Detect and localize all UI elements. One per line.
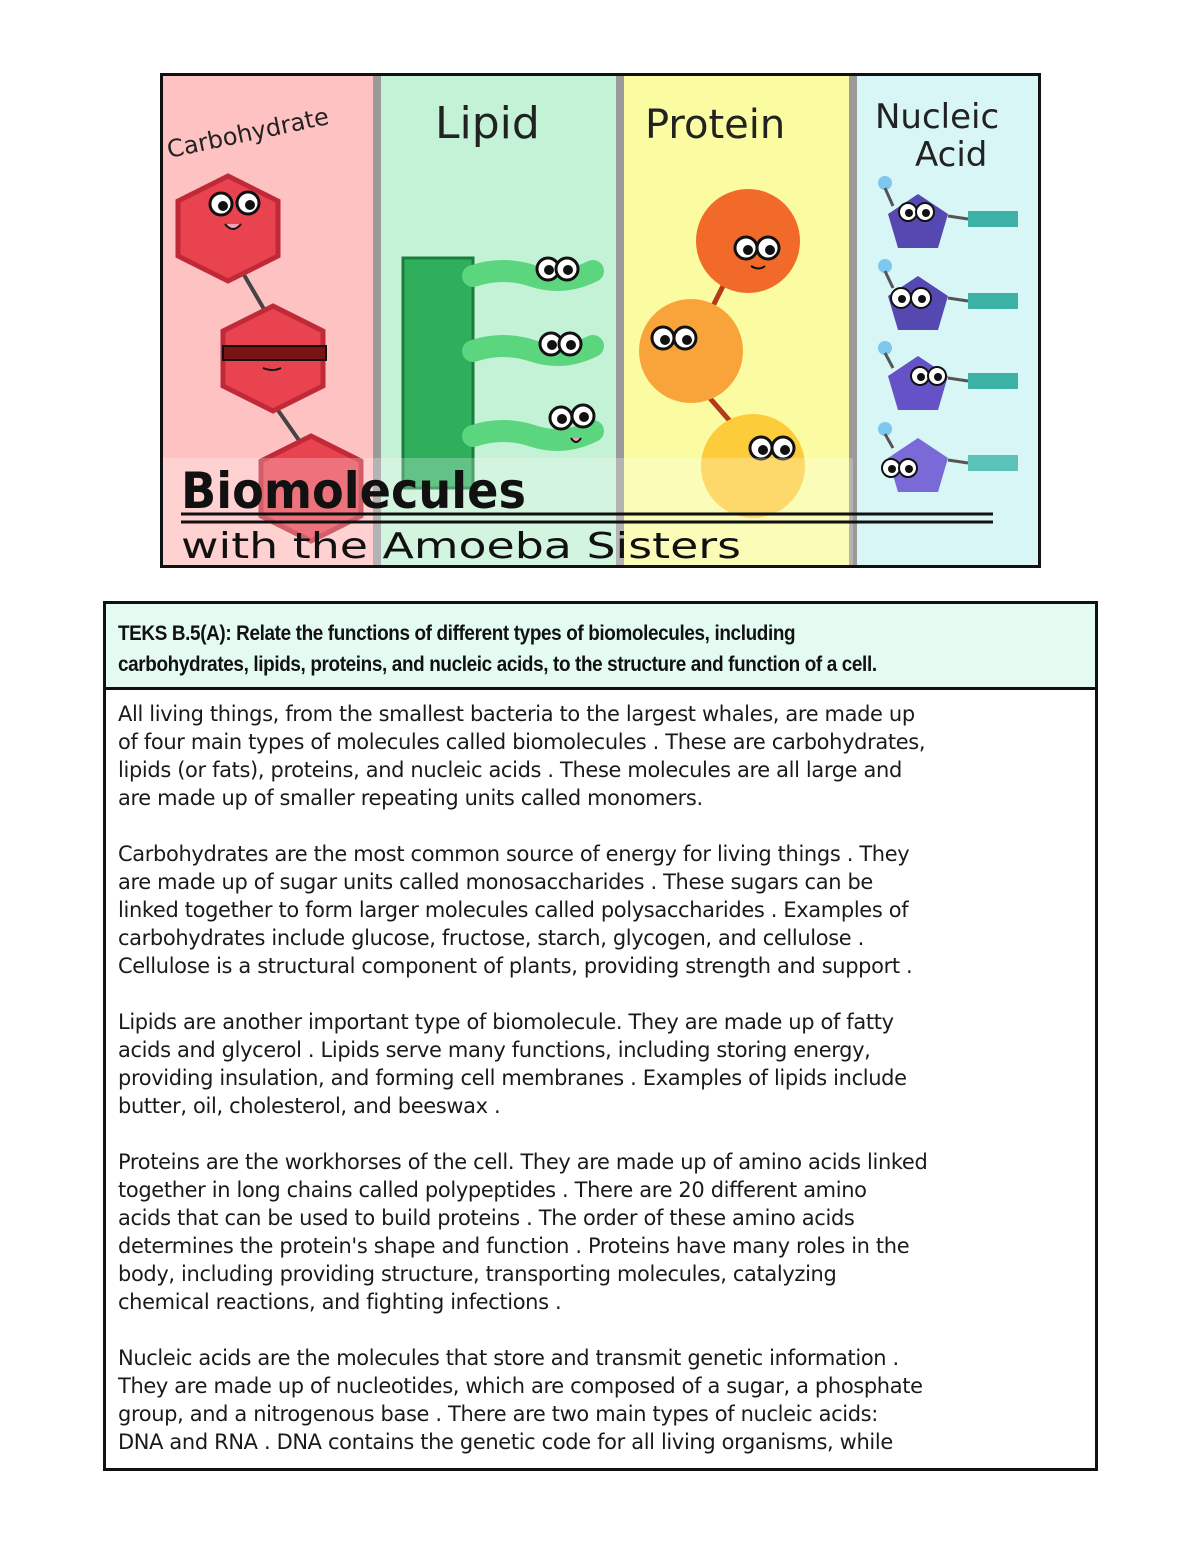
paragraph-lipids <box>118 1008 1085 1120</box>
paragraph-intro <box>118 700 1085 812</box>
banner-subtitle: with the Amoeba Sisters <box>181 526 741 565</box>
teks-header-line-1: TEKS B.5(A): Relate the functions of different types of biomolecules, including <box>118 622 796 645</box>
banner-illustration <box>163 76 1038 565</box>
text-line: body, including providing structure, transporting molecules, catalyzing <box>118 1262 837 1286</box>
text-line: of four main types of molecules called biomolecules . These are carbohydrates, <box>118 730 926 754</box>
text-line: are made up of smaller repeating units called monomers. <box>118 786 703 810</box>
text-line: They are made up of nucleotides, which are composed of a sugar, a phosphate <box>118 1374 923 1398</box>
text-line: Nucleic acids are the molecules that store and transmit genetic information . <box>118 1346 899 1370</box>
paragraph-proteins <box>118 1148 1085 1316</box>
paragraph-carbohydrates <box>118 840 1085 980</box>
text-line: Carbohydrates are the most common source of energy for living things . They <box>118 842 910 866</box>
text-line: chemical reactions, and fighting infections . <box>118 1290 562 1314</box>
teks-standard-header <box>106 604 1095 690</box>
reading-passage <box>106 690 1095 1456</box>
nucleic-label: Nucleic <box>875 97 1000 137</box>
text-line: carbohydrates include glucose, fructose, starch, glycogen, and cellulose . <box>118 926 864 950</box>
lipid-label: Lipid <box>435 98 540 149</box>
protein-label: Protein <box>645 102 786 148</box>
hexagon-1 <box>178 176 278 281</box>
text-line: Cellulose is a structural component of plants, providing strength and support . <box>118 954 913 978</box>
text-line: group, and a nitrogenous base . There are two main types of nucleic acids: <box>118 1402 878 1426</box>
text-line: acids that can be used to build proteins . The order of these amino acids <box>118 1206 855 1230</box>
teks-header-line-2: carbohydrates, lipids, proteins, and nucleic acids, to the structure and function of a cell. <box>118 653 877 676</box>
text-line: DNA and RNA . DNA contains the genetic code for all living organisms, while <box>118 1430 893 1454</box>
acid-label: Acid <box>915 135 988 175</box>
amino-acid-2 <box>639 299 743 403</box>
text-line: determines the protein's shape and function . Proteins have many roles in the <box>118 1234 910 1258</box>
text-line: Proteins are the workhorses of the cell. They are made up of amino acids linked <box>118 1150 928 1174</box>
text-line: together in long chains called polypeptides . There are 20 different amino <box>118 1178 867 1202</box>
text-line: are made up of sugar units called monosaccharides . These sugars can be <box>118 870 873 894</box>
carbohydrate-label: Carbohydrate <box>164 102 332 164</box>
text-line: All living things, from the smallest bacteria to the largest whales, are made up <box>118 702 915 726</box>
banner-title: Biomolecules <box>181 462 526 520</box>
biomolecules-banner <box>160 73 1041 568</box>
glycerol-bar <box>403 258 473 488</box>
text-line: acids and glycerol . Lipids serve many functions, including storing energy, <box>118 1038 871 1062</box>
text-line: butter, oil, cholesterol, and beeswax . <box>118 1094 501 1118</box>
teks-reading-box <box>103 601 1098 1471</box>
text-line: providing insulation, and forming cell membranes . Examples of lipids include <box>118 1066 907 1090</box>
text-line: Lipids are another important type of biomolecule. They are made up of fatty <box>118 1010 894 1034</box>
text-line: lipids (or fats), proteins, and nucleic acids . These molecules are all large and <box>118 758 902 782</box>
paragraph-nucleic-acids <box>118 1344 1085 1456</box>
text-line: linked together to form larger molecules called polysaccharides . Examples of <box>118 898 909 922</box>
